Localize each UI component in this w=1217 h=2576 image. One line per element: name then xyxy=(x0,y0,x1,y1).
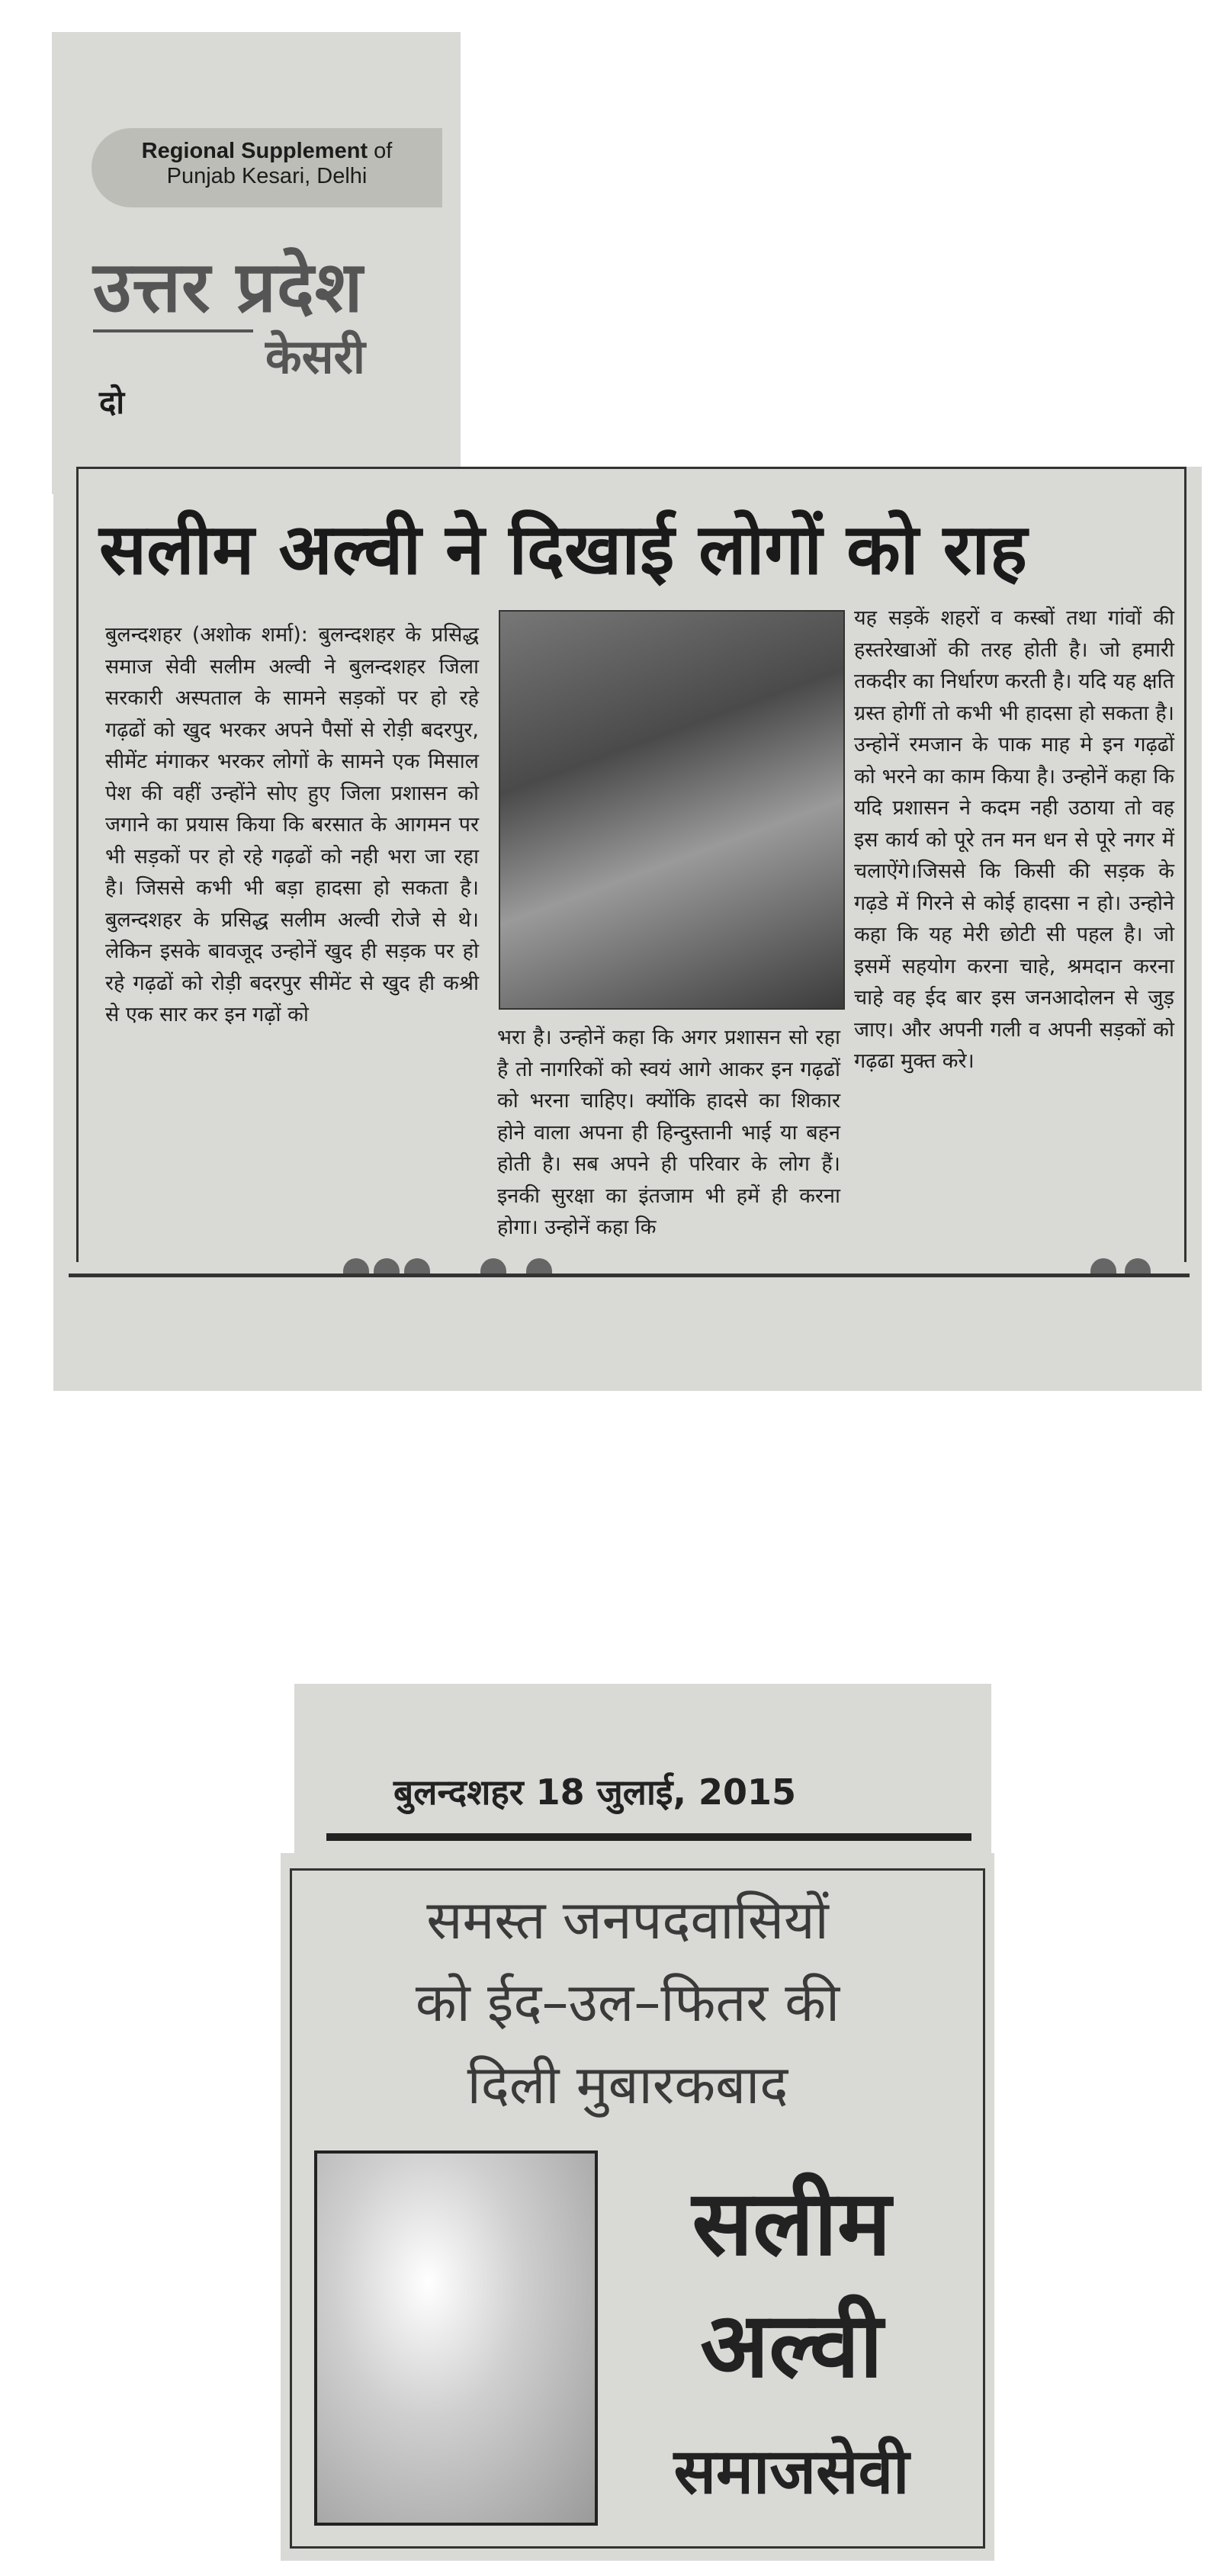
supplement-line1: Regional Supplement xyxy=(141,139,368,163)
name-line-2: अल्वी xyxy=(700,2292,883,2398)
supplement-banner xyxy=(92,128,442,207)
article-bottom-rule xyxy=(69,1274,1190,1277)
date-rule xyxy=(326,1833,971,1841)
masthead-clipping xyxy=(52,32,461,494)
greeting-line: को ईद–उल–फितर की xyxy=(415,1971,840,2034)
greeting-line: दिली मुबारकबाद xyxy=(467,2054,788,2116)
date-clipping xyxy=(294,1684,991,1856)
article-clipping xyxy=(53,467,1202,1391)
masthead-title: उत्तर प्रदेश xyxy=(93,246,364,328)
article-column-3: यह सड़कें शहरों व कस्बों तथा गांवों की हस्तरेखाओं की तरह होती है। जो हमारी तकदीर का निर्धारण करती है। यदि यह क्षति ग्रस्त होगीं तो कभी भी हादसा हो सकता है। उन्होनें रमजान के पाक माह मे इन गढ़ढों को भरने का काम किया है। उन्होनें कहा कि यदि प्रशासन ने कदम नही उठाया तो वह इस कार्य को पूरे तन मन धन से पूरे नगर में चलाऐंगे।जिससे कि किसी की सड़क के गढ़डे में गिरने से कोई हादसा न हो। उन्होने कहा कि यह मेरी छोटी सी पहल है। जो इसमें सहयोग करना चाहे, श्रमदान करना चाहे वह ईद बार इस जनआदोलन से जुड़ जाए। और अपनी गली व अपनी सड़कों को गढ़ढा मुक्त करे। xyxy=(854,606,1174,1073)
greeting-clipping xyxy=(281,1853,994,2561)
name-line-1: सलीम xyxy=(692,2170,891,2276)
greeting-text xyxy=(296,1879,959,2126)
clipping-date: बुलन्दशहर 18 जुलाई, 2015 xyxy=(393,1771,796,1813)
masthead-subtitle: केसरी xyxy=(265,329,365,384)
portrait-photo xyxy=(314,2150,598,2526)
masthead-rule xyxy=(93,329,253,332)
designation: समाजसेवी xyxy=(673,2435,910,2508)
page-number: दो xyxy=(99,384,125,421)
article-column-1: बुलन्दशहर (अशोक शर्मा): बुलन्दशहर के प्रसिद्ध समाज सेवी सलीम अल्वी ने बुलन्दशहर जिला सरकारी अस्पताल के सामने सड़कों पर हो रहे गढ़ढों को खुद भरकर अपने पैसों से रोड़ी बदरपुर, सीमेंट मंगाकर भरकर लोगों के सामने एक मिसाल पेश की वहीं उन्होंने सोए हुए जिला प्रशासन को जगाने का प्रयास किया कि बरसात के आगमन पर भी सड़कों पर हो रहे गढ़ढों को नही भरा जा रहा है। जिससे कभी भी बड़ा हादसा हो सकता है। बुलन्दशहर के प्रसिद्ध सलीम अल्वी रोजे से थे। लेकिन इसके बावजूद उन्होनें खुद ही सड़क पर हो रहे गढ़ढों को रोड़ी बदरपुर सीमेंट से खुद ही कश्री से एक सार कर इन गढ़ों को xyxy=(105,623,479,1026)
supplement-of: of xyxy=(374,139,393,163)
supplement-line2: Punjab Kesari, Delhi xyxy=(166,164,368,188)
article-photo xyxy=(499,610,845,1010)
article-headline: सलीम अल्वी ने दिखाई लोगों को राह xyxy=(99,508,1027,590)
article-column-2: भरा है। उन्होनें कहा कि अगर प्रशासन सो रहा है तो नागरिकों को स्वयं आगे आकर इन गढ़ढों को भरना चाहिए। क्योंकि हादसे का शिकार होने वाला अपना ही हिन्दुस्तानी भाई या बहन होती है। सब अपने ही परिवार के लोग हैं। इनकी सुरक्षा का इंतजाम भी हमें ही करना होगा। उन्होनें कहा कि xyxy=(497,1026,840,1239)
greeting-line: समस्त जनपदवासियों xyxy=(426,1889,829,1951)
